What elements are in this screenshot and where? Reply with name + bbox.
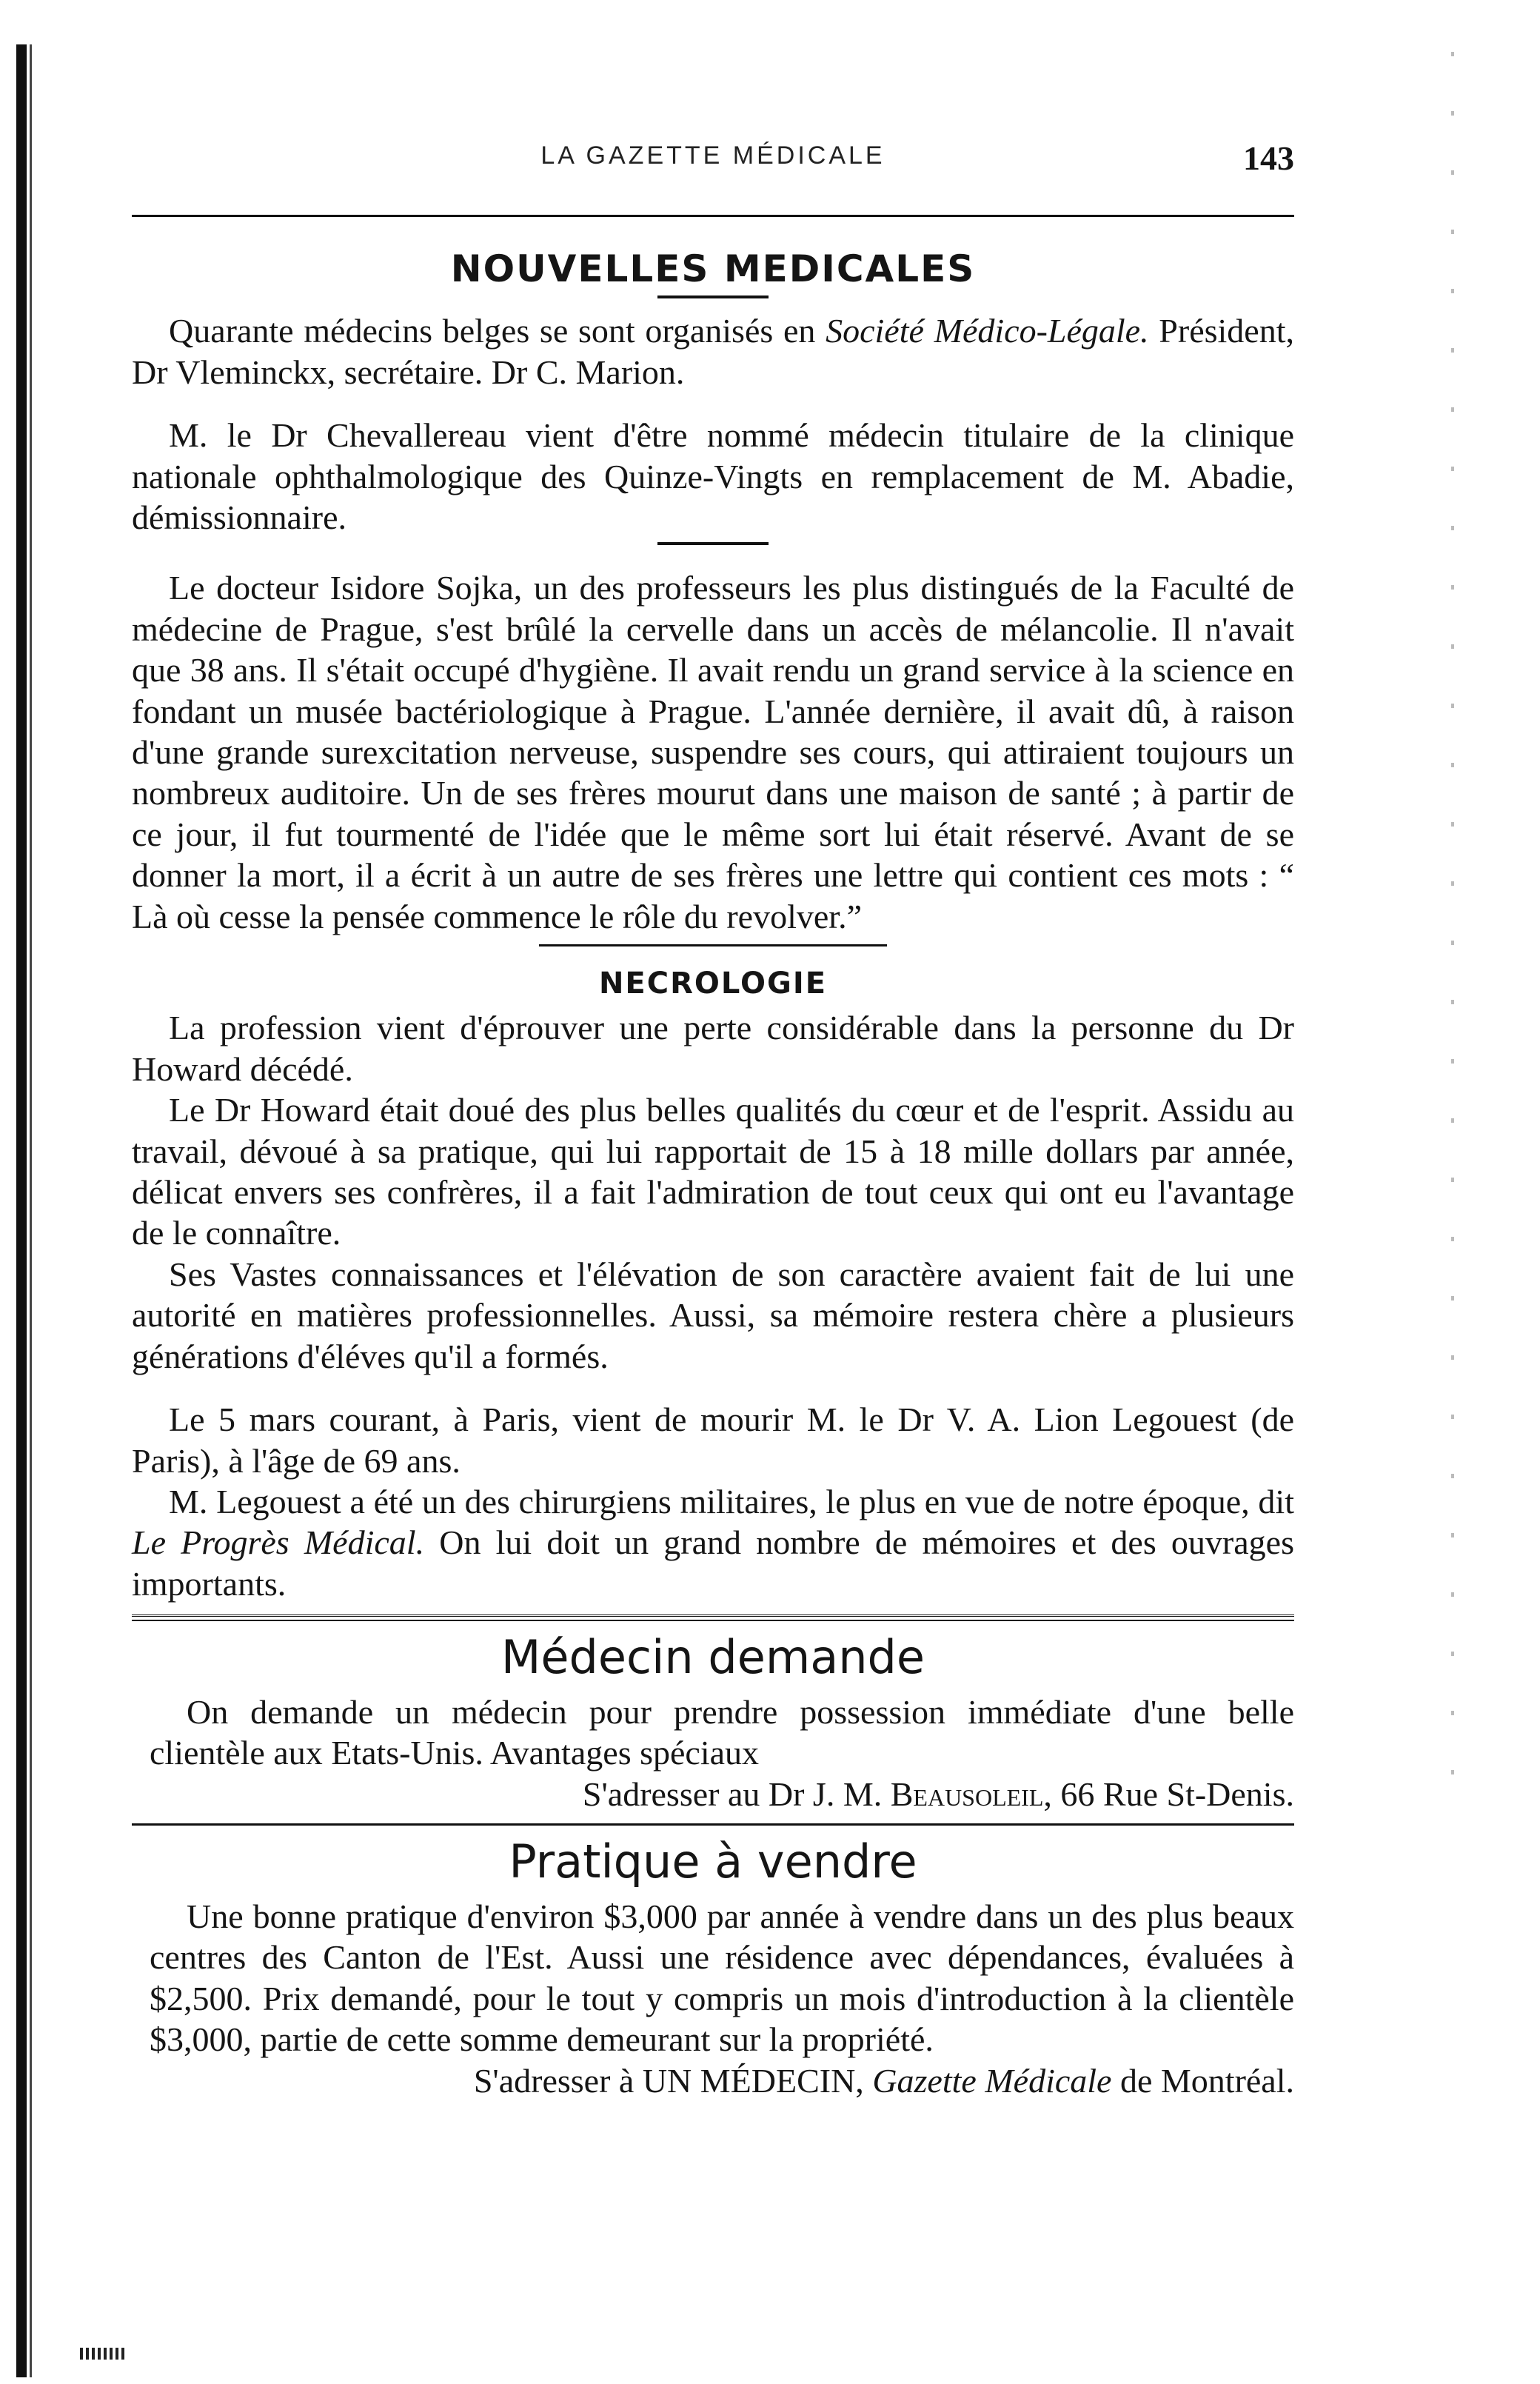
scan-artifact (80, 2348, 124, 2360)
text-run: On lui doit un grand nombre de mémoires et des ouvrages importants. (132, 1523, 1294, 1603)
text-run: S'adresser au Dr J. M. (582, 1774, 891, 1813)
header-rule (132, 215, 1294, 217)
news-paragraph-3: Le docteur Isidore Sojka, un des professeurs les plus distingués de la Faculté de médecine de Prague, s'est brûlé la cervelle dans un accès de mélancolie. Il n'avait que 38 ans. Il s'était occupé d'hygiène. Il avait rendu un grand service à la science en fondant un musée bactériologique à Prague. L'année dernière, il avait dû, à raison d'une grande surexcitation nerveuse, suspendre ses cours, qui attiraient toujours un nombreux auditoire. Un de ses frères mourut dans une maison de santé ; à partir de ce jour, il fut tourmenté de l'idée que le même sort lui était réservé. Avant de se donner la mort, il a écrit à un autre de ses frères une lettre qui contient ces mots : “ Là où cesse la pensée commence le rôle du revolver.” (132, 569, 1294, 935)
running-title: LA GAZETTE MÉDICALE (540, 141, 886, 170)
section-rule (657, 296, 769, 298)
running-header (132, 141, 1294, 185)
text-run: S'adresser à UN MÉDECIN, (473, 2061, 873, 2100)
ad-1-body (132, 1692, 1294, 1814)
right-margin-dots (1451, 52, 1454, 1829)
society-name: Société Médico-Légale. (826, 312, 1149, 350)
news-paragraph-2: M. le Dr Chevallereau vient d'être nommé médecin titulaire de la clinique nationale ophthalmologique des Quinze-Vingts en remplacement de M. Abadie, démissionnaire. (132, 416, 1294, 536)
ad-2-body (132, 1896, 1294, 2101)
ad-title-pratique-a-vendre: Pratique à vendre (509, 1834, 917, 1889)
section-title-nouvelles: NOUVELLES MEDICALES (450, 247, 976, 290)
obituary-paragraph-5 (132, 1481, 1294, 1604)
page-number: 143 (1243, 139, 1294, 177)
page-edge-shadow (16, 44, 27, 2377)
text-run: Quarante médecins belges se sont organisés en (169, 312, 826, 350)
contact-name: Beausoleil (890, 1774, 1044, 1813)
obituary-paragraph-4: Le 5 mars courant, à Paris, vient de mourir M. le Dr V. A. Lion Legouest (de Paris), à l'âge de 69 ans. (132, 1400, 1294, 1480)
text-run: Président, Dr Vleminckx, secrétaire. Dr C. Marion. (132, 312, 1295, 391)
divider-rule (657, 542, 769, 545)
obituary-paragraph-1: La profession vient d'éprouver une perte considérable dans la personne du Dr Howard décédé. (132, 1009, 1294, 1088)
divider-rule (539, 944, 887, 946)
ad-2-text: Une bonne pratique d'environ $3,000 par année à vendre dans un des plus beaux centres des Canton de l'Est. Aussi une résidence avec dépendances, évaluées à $2,500. Prix demandé, pour le tout y compris un mois d'introduction à la clientèle $3,000, partie de cette somme demeurant sur la propriété. (150, 1897, 1294, 2059)
page-edge-line (30, 44, 32, 2377)
section-title-necrologie: NECROLOGIE (598, 966, 828, 1001)
ad-2-contact (150, 2060, 1294, 2101)
obituary-paragraph-3: Ses Vastes connaissances et l'élévation de son caractère avaient fait de lui une autorité en matières professionnelles. Aussi, sa mémoire restera chère a plusieurs générations d'éléves qu'il a formés. (132, 1255, 1294, 1375)
text-run: M. Legouest a été un des chirurgiens militaires, le plus en vue de notre époque, dit (169, 1482, 1294, 1520)
news-paragraph-1 (132, 310, 1294, 393)
ad-separator-rule (132, 1615, 1294, 1621)
publication-name: Gazette Médicale (872, 2061, 1112, 2100)
text-run: , 66 Rue St-Denis. (1043, 1774, 1294, 1813)
ad-1-text: On demande un médecin pour prendre possession immédiate d'une belle clientèle aux Etats-Unis. Avantages spéciaux (150, 1692, 1294, 1772)
obituary-paragraph-2: Le Dr Howard était doué des plus belles qualités du cœur et de l'esprit. Assidu au travail, dévoué à sa pratique, qui lui rapportait de 15 à 18 mille dollars par année, délicat envers ses confrères, il a fait l'admiration de tout ceux qui ont eu l'avantage de le connaître. (132, 1091, 1294, 1252)
ad-1-contact (150, 1774, 1294, 1814)
text-run: de Montréal. (1111, 2061, 1294, 2100)
ad-separator-rule (132, 1823, 1294, 1826)
page-content (132, 141, 1294, 2101)
ad-title-medecin-demande: Médecin demande (500, 1630, 925, 1685)
journal-name: Le Progrès Médical. (132, 1523, 425, 1562)
